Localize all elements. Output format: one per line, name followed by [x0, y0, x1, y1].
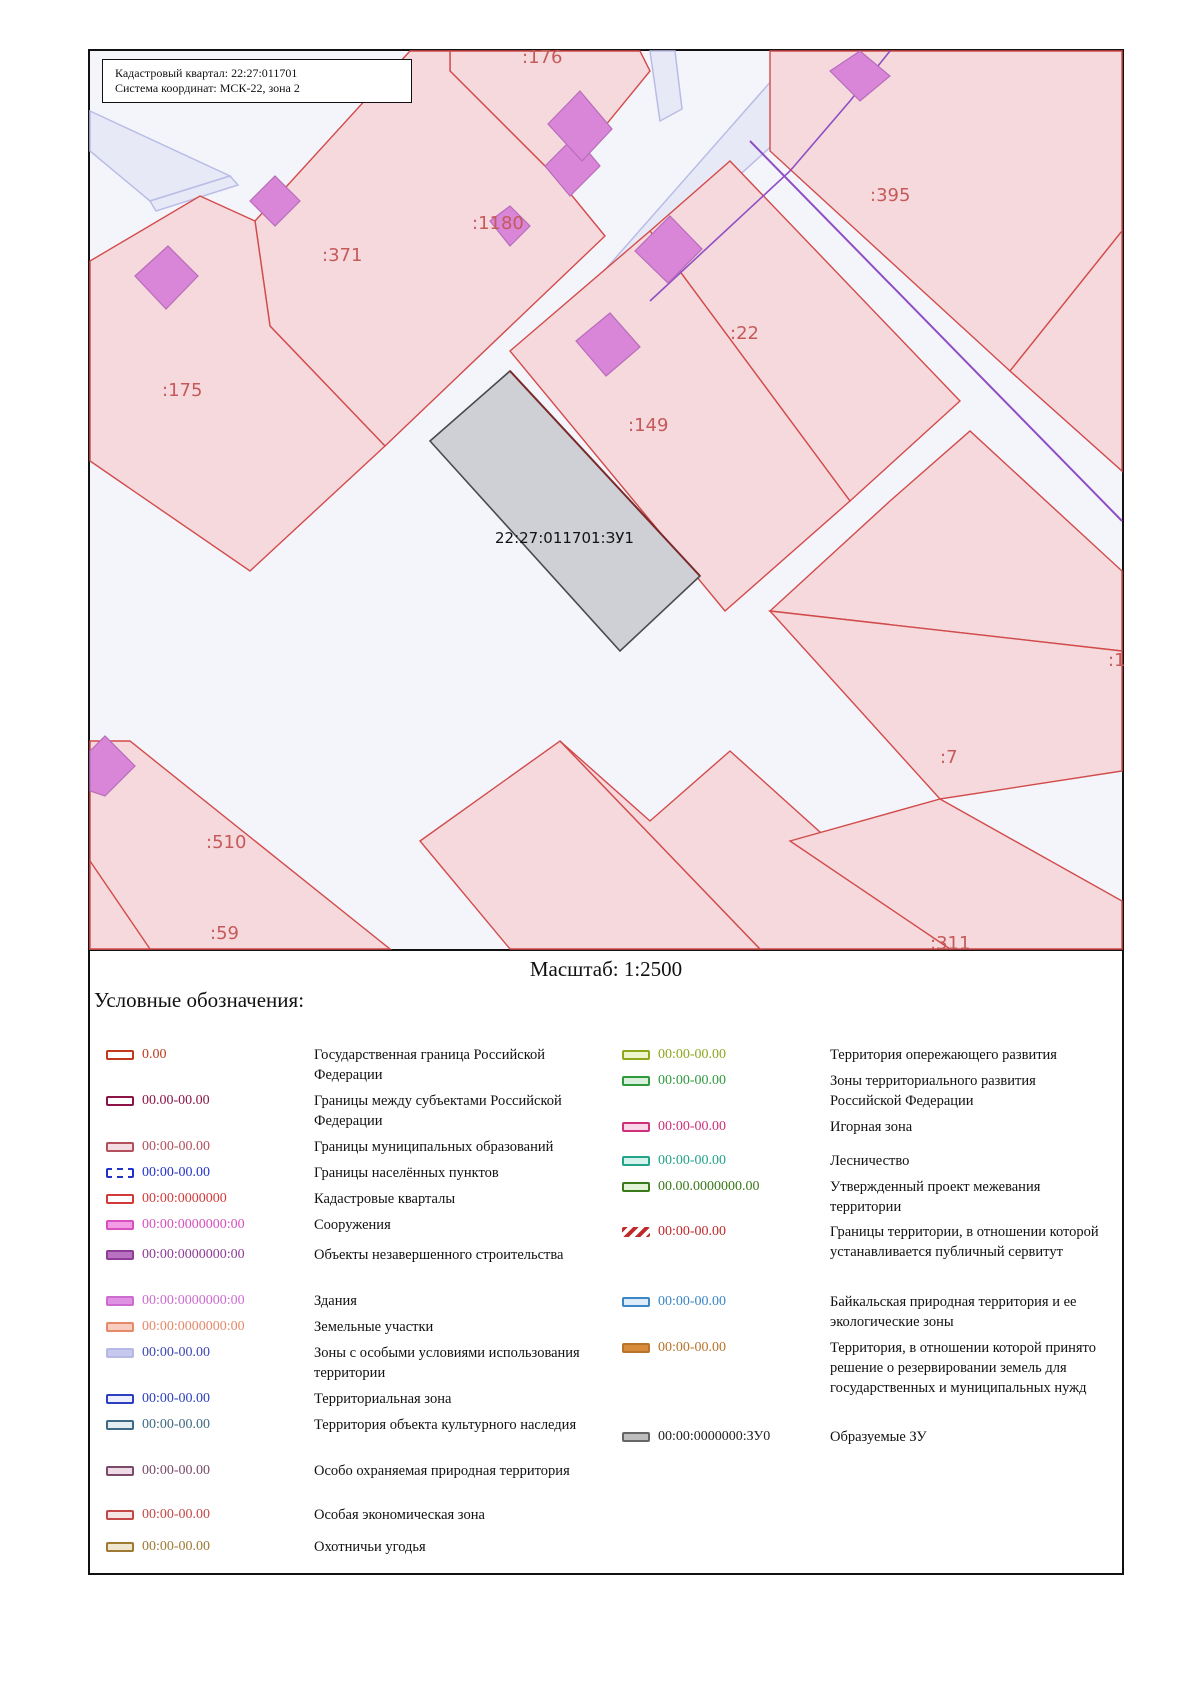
legend-swatch	[106, 1322, 134, 1332]
legend-label: Границы населённых пунктов	[314, 1165, 499, 1181]
label-149: :149	[628, 415, 669, 436]
legend-swatch	[106, 1142, 134, 1152]
legend-swatch	[622, 1182, 650, 1192]
legend-code: 00:00:0000000:00	[142, 1319, 245, 1334]
legend-swatch	[622, 1297, 650, 1307]
legend-label: Территория объекта культурного наследия	[314, 1417, 577, 1433]
legend-label: Государственная граница Российской Федерации	[314, 1047, 546, 1083]
legend-code: 00:00-00.00	[142, 1539, 211, 1554]
label-target: 22:27:011701:ЗУ1	[495, 529, 634, 547]
legend-swatch	[106, 1510, 134, 1520]
zone-strip	[650, 51, 682, 121]
legend-swatch	[622, 1122, 650, 1132]
legend-label: Лесничество	[830, 1153, 910, 1169]
legend-swatch	[622, 1227, 650, 1237]
legend-label: Объекты незавершенного строительства	[314, 1247, 564, 1263]
legend-label: Утвержденный проект межевания территории	[830, 1179, 1041, 1215]
legend-swatch	[106, 1250, 134, 1260]
legend-code: 00:00:0000000	[142, 1191, 227, 1206]
legend-label: Особо охраняемая природная территория	[314, 1463, 570, 1479]
label-510: :510	[206, 832, 247, 853]
legend-swatch	[106, 1050, 134, 1060]
legend-swatch	[106, 1420, 134, 1430]
legend-swatch	[106, 1096, 134, 1106]
cadastral-map[interactable]	[90, 47, 1126, 954]
label-371: :371	[322, 245, 363, 266]
legend-label: Охотничьи угодья	[314, 1539, 426, 1555]
legend-label: Кадастровые кварталы	[314, 1191, 456, 1207]
legend-code: 00:00-00.00	[142, 1345, 211, 1360]
legend-code: 00:00-00.00	[142, 1463, 211, 1478]
legend-code: 00:00-00.00	[658, 1153, 727, 1168]
legend-code: 00:00-00.00	[658, 1119, 727, 1134]
legend-label: Здания	[314, 1293, 357, 1309]
legend-swatch	[622, 1076, 650, 1086]
legend-label: Территориальная зона	[314, 1391, 452, 1407]
legend-code: 00:00-00.00	[142, 1507, 211, 1522]
legend-label: Сооружения	[314, 1217, 391, 1233]
label-1180: :1180	[472, 213, 524, 234]
legend-swatch	[106, 1194, 134, 1204]
legend-code: 00:00-00.00	[142, 1417, 211, 1432]
legend-code: 00:00-00.00	[142, 1165, 211, 1180]
legend-label: Границы муниципальных образований	[314, 1139, 554, 1155]
legend-swatch	[106, 1296, 134, 1306]
legend-code: 00:00:0000000:00	[142, 1247, 245, 1262]
legend-label: Земельные участки	[314, 1319, 434, 1335]
legend-swatch	[106, 1466, 134, 1476]
label-22: :22	[730, 323, 759, 344]
legend-swatch	[622, 1432, 650, 1442]
legend-label: Зоны территориального развития Российской Федерации	[830, 1073, 1036, 1109]
legend-code: 00:00-00.00	[658, 1340, 727, 1355]
legend-code: 00:00-00.00	[658, 1073, 727, 1088]
label-1: :1	[1108, 650, 1126, 671]
quarter-label: Кадастровый квартал: 22:27:011701	[115, 66, 298, 80]
legend-swatch	[106, 1394, 134, 1404]
legend-code: 00:00:0000000:00	[142, 1217, 245, 1232]
legend-label: Границы территории, в отношении которой устанавливается публичный сервитут	[830, 1224, 1099, 1260]
legend-code: 00:00-00.00	[658, 1047, 727, 1062]
coord-system-label: Система координат: МСК-22, зона 2	[115, 81, 300, 95]
legend-code: 00:00-00.00	[658, 1224, 727, 1239]
legend-label: Байкальская природная территория и ее экологические зоны	[830, 1294, 1077, 1330]
legend-code: 00.00-00.00	[142, 1093, 210, 1108]
legend-code: 00.00.0000000.00	[658, 1179, 760, 1194]
label-176: :176	[522, 47, 563, 68]
map-info-box	[102, 59, 412, 103]
legend-label: Игорная зона	[830, 1119, 913, 1135]
legend-title: Условные обозначения:	[94, 988, 305, 1012]
scale-label: Масштаб: 1:2500	[529, 957, 683, 981]
label-311: :311	[930, 933, 971, 954]
legend-code: 00:00:0000000:00	[142, 1293, 245, 1308]
legend-label: Образуемые ЗУ	[830, 1429, 927, 1445]
legend-code: 00:00:0000000:ЗУ0	[658, 1429, 771, 1444]
legend-label: Особая экономическая зона	[314, 1507, 485, 1523]
legend-swatch	[622, 1050, 650, 1060]
legend-swatch	[622, 1156, 650, 1166]
legend-label: Территория опережающего развития	[830, 1047, 1057, 1063]
legend-label: Территория, в отношении которой принято решение о резервировании земель для государственных и муниципальных нужд	[830, 1340, 1096, 1396]
label-175: :175	[162, 380, 203, 401]
legend-swatch	[106, 1168, 134, 1178]
legend-swatch	[106, 1542, 134, 1552]
legend-code: 00:00-00.00	[658, 1294, 727, 1309]
label-7: :7	[940, 747, 958, 768]
legend-label: Зоны с особыми условиями использования территории	[314, 1345, 580, 1381]
legend-swatch	[106, 1348, 134, 1358]
legend-swatch	[106, 1220, 134, 1230]
legend-code: 00:00-00.00	[142, 1391, 211, 1406]
map-sheet	[88, 49, 1124, 1575]
label-395: :395	[870, 185, 911, 206]
map-canvas	[90, 47, 1126, 954]
legend-swatch	[622, 1343, 650, 1353]
legend-label: Границы между субъектами Российской Федерации	[314, 1093, 562, 1129]
legend-code: 0.00	[142, 1047, 167, 1062]
legend-code: 00:00-00.00	[142, 1139, 211, 1154]
label-59: :59	[210, 923, 239, 944]
